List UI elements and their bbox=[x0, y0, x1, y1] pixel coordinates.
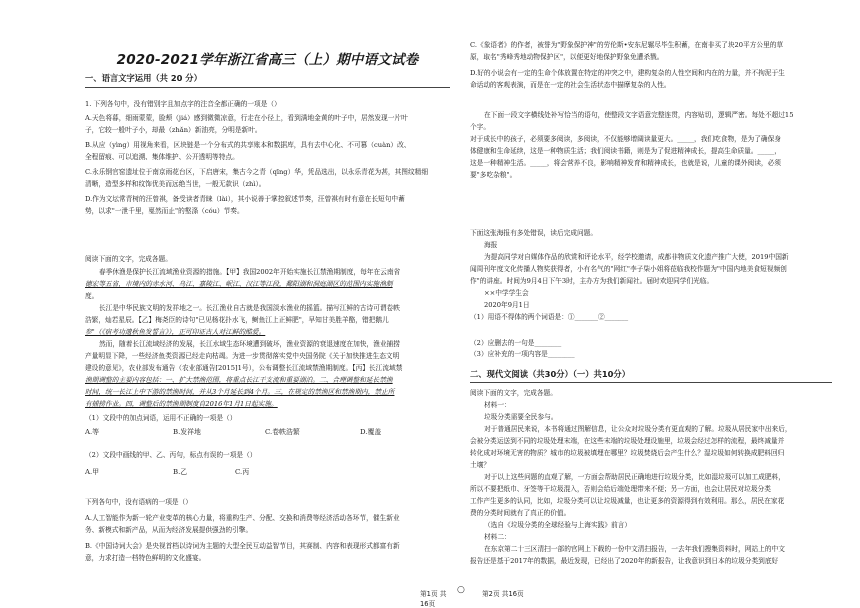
passage-line: 长江是中华民族文明的发祥地之一。长江渔业自古就是我国淡水渔业的摇篮。描写江鲜的古诗可谓卷帙 bbox=[99, 304, 400, 312]
section-rule bbox=[85, 87, 450, 88]
right-page bbox=[470, 0, 832, 608]
material-1-line: 费的分类时间就有了真正的价值。 bbox=[470, 509, 571, 517]
reading-intro-2: 阅读下面的文字，完成各题。 bbox=[470, 389, 557, 397]
fill-question: 要"多吃杂粮"。 bbox=[470, 171, 517, 179]
left-page bbox=[85, 0, 450, 608]
q1-option-a-line2: 子，它较一般叶子小，却最（zhǎn）新油亮，分明是新叶。 bbox=[85, 126, 262, 134]
notice-body: 闻周刊年度文化传播人物奖获得者，小有名气的"网红"李子柒小姐将莅临我校作题为"中国内地美食短视频创 bbox=[470, 265, 787, 273]
q1-option-c-line2: 清晰，造型多样和纹饰优美而远绝当世，一般无款识（zhì）。 bbox=[85, 180, 266, 188]
q3-option-d-line2: 命话动的客观表演，而是在一定的社会生活状态中描摩复杂的人性。 bbox=[470, 81, 671, 89]
fill-question: 这是一种精神生活。_____，将会营养不良，影响精神发育和精神成长，也就是说，儿童的课外阅读，必须 bbox=[470, 159, 781, 167]
exam-title: 2020-2021学年浙江省高三（上）期中语文试卷 bbox=[116, 52, 419, 68]
material-2-label: 材料二： bbox=[484, 533, 511, 541]
notice-date: 2020年9月1日 bbox=[484, 301, 530, 309]
fill-question: 体健康和生命延续，这是一种物质生活；我们阅读书籍，则是为了促进精神成长，提高生命质量。_____， bbox=[470, 147, 781, 155]
page-number-right: 第2页 共16页 bbox=[482, 590, 524, 598]
q3-option-c-line2: 原，取名"秀峰秀地动物保护区"，以便更好地保护野象免遭杀戮。 bbox=[470, 53, 664, 61]
fill-question: 在下面一段文字横线处补写恰当的语句，使整段文字语意完整连贯，内容贴切，逻辑严密。每处不超过15 bbox=[484, 111, 794, 119]
sub1-option-a: A.等 bbox=[85, 428, 100, 436]
passage-line: 产量明显下降，一些经济鱼类资源已经走向枯竭。为进一步贯彻落实党中央国务院《关于加快推进生态文明 bbox=[85, 352, 400, 360]
passage-line: 德宏等五省，市境内的赤水河、乌江、嘉陵江、岷江、汉江等江段，鄱阳湖和洞庭湖区的范围内实施渔制 bbox=[85, 280, 393, 288]
notice-body: 为提高同学对自媒体作品的欣赏和评论水平，经学校邀请，成都非物质文化遗产推广大使，2019中国新 bbox=[484, 253, 789, 261]
passage-line: 参"（《宿考功遗秋鱼发誓言》），正可印证古人对江鲜的酷爱。 bbox=[85, 328, 266, 336]
q1-stem: 1. 下列各句中，没有错别字且加点字的注音全都正确的一项是（） bbox=[85, 100, 281, 108]
q1-option-b-line2: 全程留痕、可以追溯、集体维护、公开透明等特点。 bbox=[85, 153, 239, 161]
passage-line: 然而，随着长江流域经济的发展，长江水域生态环境遭到破坏，渔业资源的衰退速度在加快，渔业捕捞 bbox=[99, 340, 400, 348]
q3-option-b-line1: B.《中国诗词大会》是央视首档以诗词为主题的大型全民互动益智节目，其赛制、内容和表现形式都富有新 bbox=[85, 542, 400, 550]
material-1-line: 土壤？ bbox=[470, 461, 491, 469]
passage-line: 浩繁，灿若星辰。【乙】梅尧臣的诗句"已见杨花扑水飞，鲥鱼江上正鲜肥"，早知甘美胜羊酪，错把鹅儿 bbox=[85, 316, 389, 324]
passage-line: 有捕捞作业。四，调整后的禁渔期制度自2016年1月1日起实施。 bbox=[85, 400, 278, 408]
q3-option-d-line1: D.好的小说会有一定的生命个体放置在特定的冲突之中，建构复杂的人性空间和内在的力量，并不拘泥于生 bbox=[470, 69, 785, 77]
notice-body: 作"的讲座。时间为9月4日下午3时，主办方为我们新闻社。届时欢迎同学们光临。 bbox=[470, 277, 714, 285]
notice-sub-question-1: （1）用语不得体的两个词语是：①_______②_______ bbox=[470, 313, 629, 321]
sub-question-1: （1）文段中的加点词语，运用不正确的一项是（） bbox=[85, 414, 237, 422]
sub-question-2: （2）文段中画线的甲、乙、丙句，标点有误的一项是（） bbox=[85, 451, 257, 459]
material-1-title: 垃圾分类需要全民参与。 bbox=[484, 413, 558, 421]
q3-option-b-line2: 意，力求打造一档特色鲜明的文化盛宴。 bbox=[85, 554, 206, 562]
section-rule bbox=[470, 382, 832, 383]
passage-line: 渔期调整的主要内容包括：一、扩大禁渔范围，将重点长江干支流和重要湖泊。二、合理调整和延长禁渔 bbox=[85, 376, 393, 384]
notice-sub-question-2: （2）应删去的一句是________ bbox=[470, 339, 562, 347]
notice-heading: 海报 bbox=[484, 241, 498, 249]
q1-option-c-line1: C.永乐钢官窑遗址位于南京雨花台区，下启唐宋，集古今之青（qīng）华，凭品选出，以永乐青花为甚，其图纹精细 bbox=[85, 168, 429, 176]
notice-sub-question-3: （3）应补充的一项内容是________ bbox=[470, 350, 575, 358]
material-2-line: 报告还是基于2017年的数据，最近发现，已经出了2020年的新报告，让我意识到日本的垃圾分类到底好 bbox=[470, 557, 779, 565]
sub1-option-d: D.覆盖 bbox=[360, 428, 382, 436]
section-1-heading: 一、语言文字运用（共 20 分） bbox=[85, 73, 202, 83]
material-1-source: （选自《垃圾分类的全球经验与上海实践》前言） bbox=[484, 521, 632, 529]
material-1-line: 对于以上这些问题的直观了解，一方面会帮助居民正确地进行垃圾分类，比如湿垃圾可以加工成肥料， bbox=[484, 473, 785, 481]
fill-question: 个字。 bbox=[470, 123, 491, 131]
sub2-option-a: A.甲 bbox=[85, 468, 100, 476]
passage-line: 时间，统一长江上中下游的禁渔时间，并从3个月延长到4个月。三，在规定的禁渔区和禁渔期内，禁止所 bbox=[85, 388, 395, 396]
q1-option-a-line1: A.天色将暮，细雨蒙蒙，脸颊（jiá）感到微微凉意，行走在小径上，看到满地金黄的叶子中，居然发现一片叶 bbox=[85, 114, 408, 122]
material-2-line: 在东京第二十三区清扫一部的官网上下载的一份中文清扫报告，一去年我们搜集资料时，网站上的中文 bbox=[484, 545, 785, 553]
q3-stem: 下列各句中，没有语病的一项是（） bbox=[85, 498, 192, 506]
passage-line: 建设的意见》，农业部发布通告（农业部通告[2015]1号），公布调整长江流域禁渔期制度。【丙】长江流域禁 bbox=[85, 364, 403, 372]
page-number-left: 第1页 共16页 bbox=[420, 590, 447, 608]
material-1-label: 材料一： bbox=[484, 401, 511, 409]
page-divider-circle: ○ bbox=[457, 585, 465, 595]
q3-option-c-line1: C.《象语者》的作者，被誉为"野象保护神"的劳伦斯•安东尼辗尽毕生积蓄，在南非买了块20平方公里的草 bbox=[470, 41, 784, 49]
section-2-heading: 二、现代文阅读（共30分）（一）共10分） bbox=[470, 369, 630, 379]
sub2-option-c: C.丙 bbox=[235, 468, 250, 476]
notice-intro: 下面这张海报有多处错误，读后完成问题。 bbox=[470, 229, 598, 237]
material-1-line: 对于普通居民来说，本书将通过图解信息，让公众对垃圾分类有更直观的了解。垃圾从居民家中出来后， bbox=[484, 425, 792, 433]
q3-option-a-line1: A.人工智能作为新一轮产业变革的核心力量，将重构生产、分配、交换和消费等经济活动各环节，催生新业 bbox=[85, 514, 400, 522]
q1-option-d-line1: D.作为文坛常青树的汪曾祺，备受读者青睐（lài），其小说善于掌控叙述节奏，汪曾祺有时有意在长短句中蓄 bbox=[85, 195, 405, 203]
q1-option-b-line1: B.从应（yìng）用视角来看，区块链是一个分布式的共享账本和数据库，具有去中心化、不可篡（cuàn）改、 bbox=[85, 141, 411, 149]
material-1-line: 转化成对环境无害的物质？城市的垃圾被填埋在哪里？垃圾焚烧后会产生什么？湿垃圾如何转换成肥料回归 bbox=[470, 449, 785, 457]
material-1-line: 工作产生更多的认同，比如，垃圾分类可以让垃圾减量，也让更多的资源得到有效利用。那么，居民在家花 bbox=[470, 497, 785, 505]
material-1-line: 会被分类运送到不同的垃圾处理末端，在这些末端的垃圾处理设施里，垃圾会经过怎样的流程，最终减量并 bbox=[470, 437, 785, 445]
passage-line: 度。 bbox=[85, 292, 99, 300]
sub2-option-b: B.乙 bbox=[173, 468, 188, 476]
reading-intro: 阅读下面的文字，完成各题。 bbox=[85, 255, 172, 263]
sub1-option-c: C.卷帙浩繁 bbox=[265, 428, 300, 436]
q1-option-d-line2: 势，以求"一泄千里，戛然而止"的壑涤（cóu）节奏。 bbox=[85, 207, 244, 215]
passage-line: 春季休渔是保护长江流域渔业资源的措施。【甲】我国2002年开始实施长江禁渔期制度，每年在云南省 bbox=[99, 268, 401, 276]
notice-signature: ××中学学生会 bbox=[484, 289, 529, 297]
sub1-option-b: B.发祥地 bbox=[173, 428, 201, 436]
fill-question: 对于成长中的孩子，必须要多阅读，多阅读，不仅能够增阔读量更大。_____，我们吃食物，是为了确保身 bbox=[470, 135, 781, 143]
q3-option-a-line2: 务、新模式和新产品，从而为经济发展提供强劲的引擎。 bbox=[85, 526, 253, 534]
material-1-line: 所以不要把纸巾、牙签等干垃圾混入，否则会给后端处理带来不便；另一方面，也会让居民对垃圾分类 bbox=[470, 485, 771, 493]
